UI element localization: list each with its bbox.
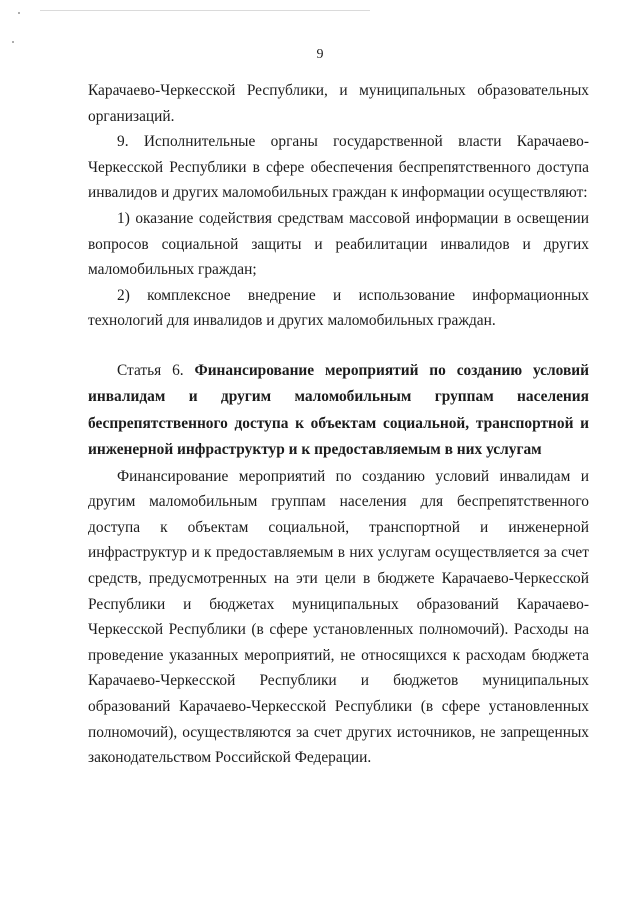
article-title: Финансирование мероприятий по созданию условий инвалидам и другим маломобильным группам населения беспрепятственного доступа к объектам социальной, транспортной и инженерной инфраструктур и к предоставляемым в них услугам	[88, 361, 589, 459]
scan-artifact-dot-left	[18, 12, 20, 14]
section-spacer	[88, 334, 589, 358]
scan-artifact-top-line	[40, 10, 370, 11]
article-body: Финансирование мероприятий по созданию условий инвалидам и другим маломобильным группам населения для беспрепятственного доступа к объектам социальной, транспортной и инженерной инфраструктур и к предоставляемым в них услугам осуществляется за счет средств, предусмотренных на эти цели в бюджете Карачаево-Черкесской Республики и бюджетах муниципальных образований Карачаево-Черкесской Республики (в сфере установленных полномочий). Расходы на проведение указанных мероприятий, не относящихся к расходам бюджета Карачаево-Черкесской Республики и бюджетов муниципальных образований Карачаево-Черкесской Республики (в сфере установленных полномочий), осуществляются за счет других источников, не запрещенных законодательством Российской Федерации.	[88, 467, 589, 767]
paragraph-continuation: Карачаево-Черкесской Республики, и муниципальных образовательных организаций.	[88, 82, 589, 125]
paragraph-subitem-2: 2) комплексное внедрение и использование информационных технологий для инвалидов и других маломобильных граждан.	[88, 286, 589, 330]
paragraph-subitem-1: 1) оказание содействия средствам массовой информации в освещении вопросов социальной защиты и реабилитации инвалидов и других маломобильных граждан;	[88, 209, 589, 279]
paragraph-item-9: 9. Исполнительные органы государственной власти Карачаево-Черкесской Республики в сфере обеспечения беспрепятственного доступа инвалидов и других маломобильных граждан к информации осуществляют:	[88, 133, 589, 202]
page-number: 9	[316, 47, 324, 62]
article-label: Статья 6.	[117, 361, 184, 379]
document-body	[88, 78, 589, 771]
scan-artifact-dot-left-lower	[12, 41, 14, 43]
article-heading	[88, 358, 589, 464]
